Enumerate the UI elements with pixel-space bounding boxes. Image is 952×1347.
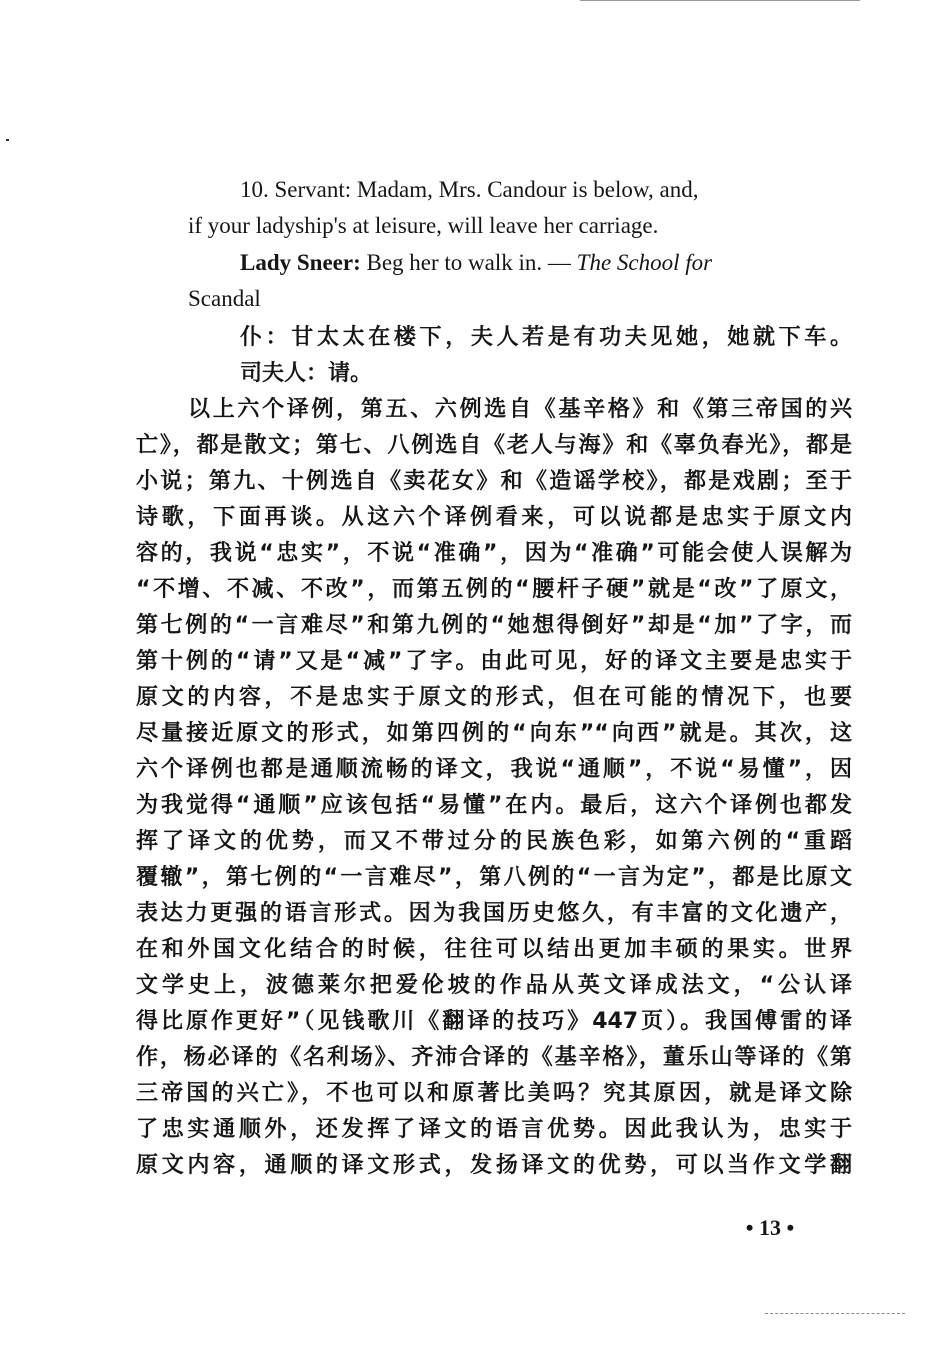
scan-edge-line-bottom (765, 1313, 905, 1314)
paragraph-line: 原文的内容，不是忠实于原文的形式，但在可能的情况下，也要 (136, 685, 852, 710)
paragraph-line: 容的，我说“忠实”，不说“准确”，因为“准确”可能会使人误解为 (136, 541, 852, 566)
example-servant-line-2: if your ladyship's at leisure, will leave her carriage. (188, 213, 659, 238)
paragraph-line: 三帝国的兴亡》，不也可以和原著比美吗？究其原因，就是译文除 (136, 1081, 852, 1106)
paragraph-line: 作，杨必译的《名利场》、齐沛合译的《基辛格》，董乐山等译的《第 (136, 1045, 852, 1070)
paragraph-line: 表达力更强的语言形式。因为我国历史悠久，有丰富的文化遗产， (136, 901, 852, 926)
page-number: • 13 • (745, 1215, 795, 1240)
translation-lady-line: 司夫人：请。 (240, 361, 373, 386)
paragraph-line: 原文内容，通顺的译文形式，发扬译文的优势，可以当作文学翻 (136, 1153, 852, 1178)
paragraph-line: 尽量接近原文的形式，如第四例的“向东”“向西”就是。其次，这 (136, 721, 852, 746)
paragraph-line: 六个译例也都是通顺流畅的译文，我说“通顺”，不说“易懂”，因 (136, 757, 852, 782)
paragraph-line: 小说；第九、十例选自《卖花女》和《造谣学校》，都是戏剧；至于 (136, 469, 852, 494)
paragraph-line: 了忠实通顺外，还发挥了译文的语言优势。因此我认为，忠实于 (136, 1117, 852, 1142)
paragraph-line: 以上六个译例，第五、六例选自《基辛格》和《第三帝国的兴 (188, 397, 852, 422)
paragraph-line: 诗歌，下面再谈。从这六个译例看来，可以说都是忠实于原文内 (136, 505, 852, 530)
lady-sneer-speech: Beg her to walk in. — (360, 250, 577, 275)
paragraph-line: 在和外国文化结合的时候，往往可以结出更加丰硕的果实。世界 (136, 937, 852, 962)
paragraph-line: 得比原作更好”（见钱歌川《翻译的技巧》447页）。我国傅雷的译 (136, 1009, 852, 1034)
speaker-lady-sneer: Lady Sneer: (240, 250, 361, 275)
paragraph-line: 挥了译文的优势，而又不带过分的民族色彩，如第六例的“重蹈 (136, 829, 852, 854)
translation-servant-line: 仆：甘太太在楼下，夫人若是有功夫见她，她就下车。 (240, 325, 852, 350)
paragraph-line: 亡》，都是散文；第七、八例选自《老人与海》和《辜负春光》，都是 (136, 433, 852, 458)
paragraph-line: “不增、不减、不改”，而第五例的“腰杆子硬”就是“改”了原文， (136, 577, 852, 602)
paragraph-line: 第七例的“一言难尽”和第九例的“她想得倒好”却是“加”了字，而 (136, 613, 852, 638)
paragraph-line: 第十例的“请”又是“减”了字。由此可见，好的译文主要是忠实于 (136, 649, 852, 674)
scan-speck (6, 139, 9, 141)
paragraph-line: 覆辙”，第七例的“一言难尽”，第八例的“一言为定”，都是比原文 (136, 865, 852, 890)
scan-edge-line-top (580, 0, 860, 1)
example-lady-sneer-line (240, 245, 852, 281)
paragraph-line: 为我觉得“通顺”应该包括“易懂”在内。最后，这六个译例也都发 (136, 793, 852, 818)
source-title-part-1: The School for (576, 250, 713, 275)
example-servant-line-1: 10. Servant: Madam, Mrs. Candour is below, and, (240, 177, 699, 202)
source-title-part-2: Scandal (188, 286, 261, 311)
paragraph-line: 文学史上，波德莱尔把爱伦坡的作品从英文译成法文，“公认译 (136, 973, 852, 998)
